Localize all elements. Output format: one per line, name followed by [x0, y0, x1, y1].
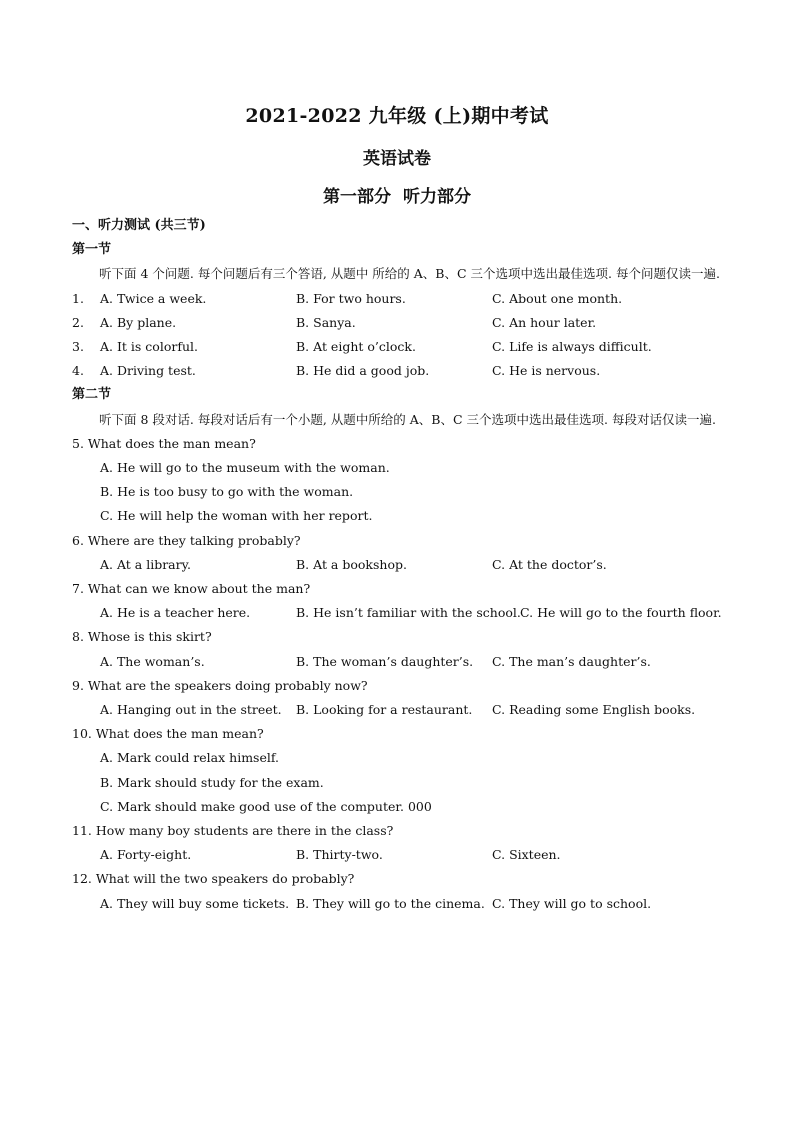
section-heading: 一、听力测试 (共三节) — [72, 218, 206, 233]
question-stem: 7. What can we know about the man? — [72, 580, 311, 596]
option-a: A. Twice a week. — [100, 290, 207, 306]
question-stem: 5. What does the man mean? — [72, 435, 256, 451]
subsection-2-instruction: 听下面 8 段对话. 每段对话后有一个小题, 从题中所给的 A、B、C 三个选项中选出最佳选项. 每段对话仅读一遍. — [99, 411, 716, 427]
question-number: 1. — [72, 290, 84, 306]
option-b: B. At eight o’clock. — [296, 338, 416, 354]
question-row — [72, 335, 724, 359]
option-b: B. He is too busy to go with the woman. — [100, 484, 354, 500]
option-row — [72, 650, 724, 674]
option-c: C. He will go to the fourth floor. — [520, 605, 722, 621]
question-stem: 6. Where are they talking probably? — [72, 532, 301, 548]
question-stem: 8. Whose is this skirt? — [72, 629, 212, 645]
option-row — [72, 698, 724, 722]
option-a: A. Forty-eight. — [100, 847, 192, 863]
option-c: C. He will help the woman with her report. — [100, 508, 373, 524]
exam-title: 2021-2022 九年级 (上)期中考试 — [245, 105, 549, 127]
option-b: B. For two hours. — [296, 290, 406, 306]
question-stem: 11. How many boy students are there in the class? — [72, 822, 394, 838]
option-a: A. He is a teacher here. — [100, 605, 251, 621]
question-stem: 9. What are the speakers doing probably now? — [72, 677, 368, 693]
part-title: 第一部分 听力部分 — [323, 187, 471, 207]
question-row — [72, 359, 724, 383]
exam-subject: 英语试卷 — [363, 149, 431, 169]
option-c: C. About one month. — [492, 290, 623, 306]
option-c: C. At the doctor’s. — [492, 556, 607, 572]
option-a: A. At a library. — [100, 556, 191, 572]
option-c: C. Life is always difficult. — [492, 338, 652, 354]
subsection-2-heading: 第二节 — [72, 387, 112, 403]
question-stem: 10. What does the man mean? — [72, 726, 264, 742]
question-row — [72, 311, 724, 335]
option-b: B. Sanya. — [296, 314, 356, 330]
option-c: C. An hour later. — [492, 314, 597, 330]
option-c: C. Mark should make good use of the computer. 000 — [100, 798, 432, 814]
option-c: C. He is nervous. — [492, 363, 601, 379]
option-a: A. He will go to the museum with the woman. — [100, 459, 390, 475]
option-c: C. They will go to school. — [492, 895, 652, 911]
option-a: A. The woman’s. — [100, 653, 205, 669]
option-b: B. They will go to the cinema. — [296, 895, 485, 911]
option-b: B. The woman’s daughter’s. — [296, 653, 474, 669]
question-number: 2. — [72, 314, 84, 330]
option-b: B. He isn’t familiar with the school. — [296, 605, 521, 621]
option-a: A. They will buy some tickets. — [100, 895, 290, 911]
option-b: B. Thirty-two. — [296, 847, 383, 863]
subsection-1-instruction: 听下面 4 个问题. 每个问题后有三个答语, 从题中 所给的 A、B、C 三个选项中选出最佳选项. 每个问题仅读一遍. — [99, 266, 720, 282]
option-b: B. He did a good job. — [296, 363, 430, 379]
option-a: A. Mark could relax himself. — [100, 750, 280, 766]
option-row — [72, 843, 724, 867]
subsection-1-heading: 第一节 — [72, 242, 112, 258]
option-a: A. It is colorful. — [100, 338, 198, 354]
option-c: C. Reading some English books. — [492, 701, 696, 717]
question-number: 3. — [72, 338, 84, 354]
option-a: A. Hanging out in the street. — [100, 701, 282, 717]
option-row — [72, 553, 724, 577]
option-a: A. By plane. — [100, 314, 177, 330]
option-row — [72, 601, 724, 625]
question-stem: 12. What will the two speakers do probably? — [72, 871, 355, 887]
option-a: A. Driving test. — [100, 363, 196, 379]
option-row — [72, 892, 724, 916]
option-c: C. The man’s daughter’s. — [492, 653, 651, 669]
option-b: B. Mark should study for the exam. — [100, 774, 324, 790]
question-number: 4. — [72, 363, 84, 379]
listening-section — [72, 214, 724, 916]
option-b: B. Looking for a restaurant. — [296, 701, 473, 717]
question-row — [72, 287, 724, 311]
option-c: C. Sixteen. — [492, 847, 561, 863]
option-b: B. At a bookshop. — [296, 556, 407, 572]
